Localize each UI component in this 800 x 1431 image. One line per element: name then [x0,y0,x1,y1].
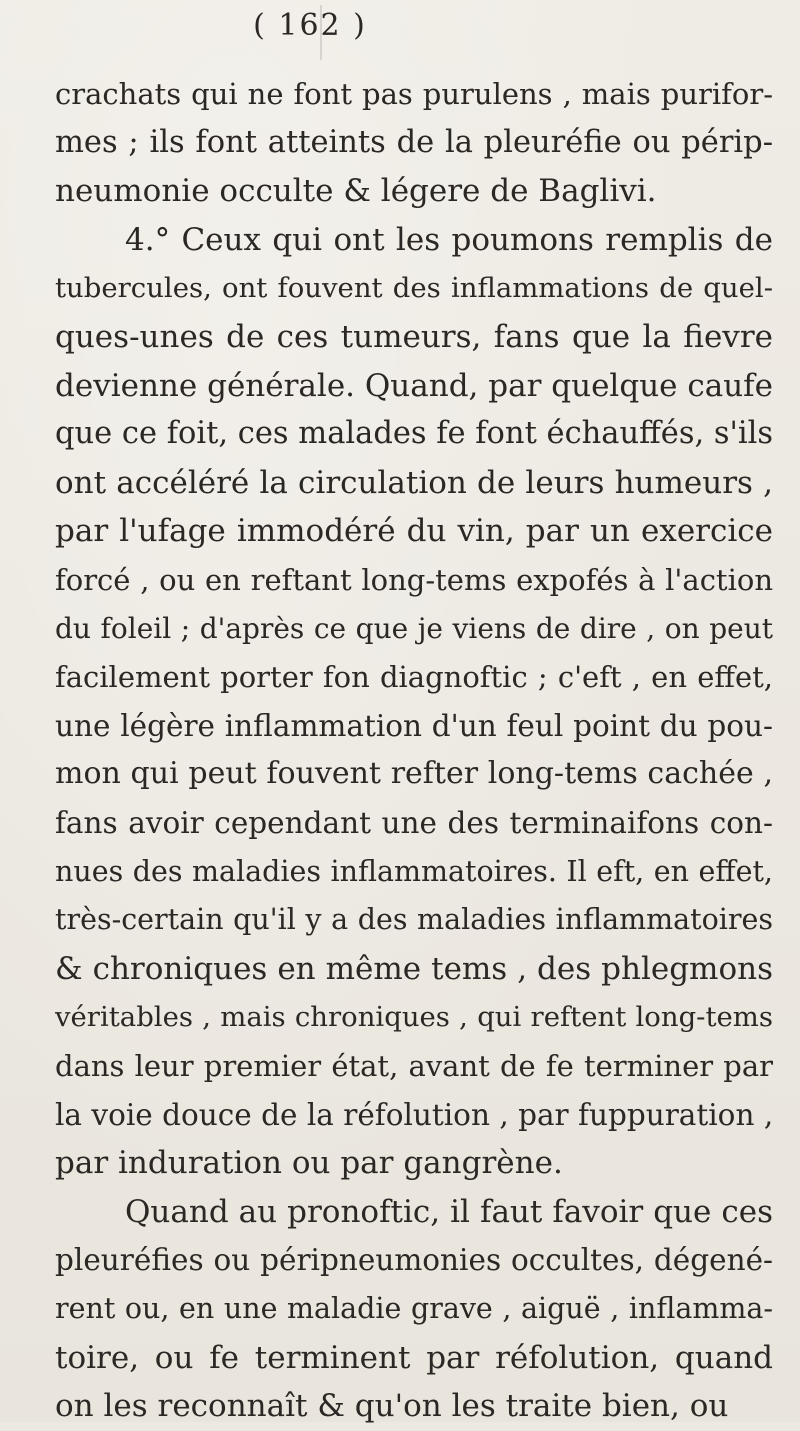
text-line: très-certain qu'il y a des maladies inflammatoires [55,903,773,937]
text-line: mon qui peut fouvent refter long-tems cachée , [55,756,773,792]
text-line: devienne générale. Quand, par quelque caufe [55,367,773,404]
text-line: véritables , mais chroniques , qui reftent long-tems [55,1001,773,1034]
page-number [0,8,800,43]
text-line: forcé , ou en reftant long-tems expofés à l'action [55,563,773,597]
text-line: rent ou, en une maladie grave , aiguë , inflamma- [55,1292,773,1325]
text-line: facilement porter fon diagnoftic ; c'eft , en effet, [55,660,773,695]
paragraph-start-line: 4.° Ceux qui ont les poumons remplis de [125,221,773,258]
text-line: pleuréfies ou péripneumonies occultes, dégené- [55,1243,773,1278]
text-line: par l'ufage immodéré du vin, par un exercice [55,513,773,550]
text-line: mes ; ils font atteints de la pleuréfie ou périp- [55,124,773,160]
text-line: crachats qui ne font pas purulens , mais purifor- [55,77,773,111]
text-line: la voie douce de la réfolution , par fuppuration , [55,1097,774,1132]
text-line: fans avoir cependant une des terminaifons con- [55,806,773,840]
text-line: nues des maladies inflammatoires. Il eft, en effet, [55,854,773,888]
text-line: du foleil ; d'après ce que je viens de dire , on peut [55,611,773,645]
text-line: toire, ou fe terminent par réfolution, quand [55,1339,773,1376]
text-line: que ce foit, ces malades fe font échauffés, s'ils [55,416,774,452]
text-line: tubercules, ont fouvent des inflammations de quel- [55,272,773,305]
text-line: on les reconnaît & qu'on les traite bien, ou [55,1388,729,1425]
text-line: ont accéléré la circulation de leurs humeurs , [55,464,773,501]
paragraph-start-line: Quand au pronoftic, il faut favoir que ces [125,1193,773,1230]
text-line: & chroniques en même tems , des phlegmons [55,950,773,987]
text-line: par induration ou par gangrène. [55,1145,563,1182]
text-line: ques-unes de ces tumeurs, fans que la fievre [55,319,773,355]
text-line: neumonie occulte & légere de Baglivi. [55,173,657,210]
text-line: une légère inflammation d'un feul point du pou- [55,708,773,743]
page-number-text: ( 162 ) [253,8,367,43]
text-line: dans leur premier état, avant de fe terminer par [55,1049,773,1083]
